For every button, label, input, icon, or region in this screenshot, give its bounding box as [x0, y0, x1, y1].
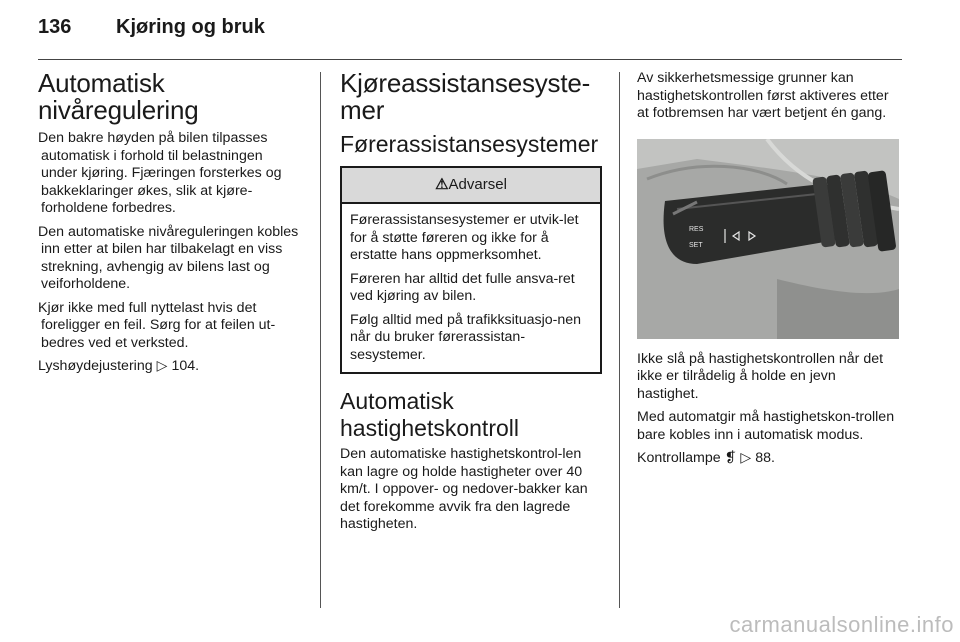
warning-paragraph: Følg alltid med på trafikksituasjo-nen når du bruker førerassistan-sesystemer. — [350, 311, 582, 363]
column-1 — [38, 70, 302, 382]
column-3 — [637, 70, 899, 474]
column-divider-2 — [619, 72, 620, 608]
page-reference-arrow-icon: ▷ — [740, 450, 752, 466]
warning-body — [342, 204, 600, 372]
warning-paragraph: Føreren har alltid det fulle ansva-ret ved kjøring av bilen. — [350, 270, 575, 304]
warning-header — [342, 168, 600, 204]
paragraph: Den bakre høyden på bilen tilpasses automatisk i forhold til belastningen under kjøring. Fjæringen forsterkes og bakkeklaringer økes, slik at kjøre-forholdene forbedres. — [38, 130, 282, 216]
warning-label: Advarsel — [448, 176, 507, 193]
heading-driver-assistance: Kjøreassistansesyste-mer — [340, 68, 591, 125]
paragraph: Den automatiske hastighetskontrol-len kan lagre og holde hastigheter over 40 km/t. I oppover- og nedover-bakker kan det forekomme avvik fra den lagrede hastigheten. — [340, 446, 588, 532]
stalk-bellows — [812, 170, 896, 252]
paragraph: Kjør ikke med full nyttelast hvis det foreligger en feil. Sørg for at feilen ut-bedres ved et verksted. — [38, 299, 276, 351]
section-title: Kjøring og bruk — [116, 16, 265, 38]
column-divider-1 — [320, 72, 321, 608]
warning-box — [340, 166, 602, 374]
paragraph: Den automatiske nivåreguleringen kobles inn etter at bilen har tilbakelagt en viss strekning, avhengig av bilens last og veiforholdene. — [38, 223, 299, 292]
page-reference-link[interactable]: 104. — [171, 358, 200, 374]
res-label: RES — [689, 225, 704, 233]
header-rule — [38, 59, 902, 60]
warning-paragraph: Førerassistansesystemer er utvik-let for å støtte føreren og ikke for å erstatte hans oppmerksomhet. — [350, 212, 579, 263]
watermark: carmanualsonline.info — [729, 612, 954, 637]
reference-paragraph — [637, 450, 899, 468]
page-reference-link[interactable]: 88. — [755, 450, 776, 466]
heading-auto-leveling: Automatisk nivåregulering — [38, 68, 199, 125]
warning-triangle-icon: ⚠ — [435, 176, 449, 193]
subheading-driver-assistance-systems: Førerassistansesystemer — [340, 131, 599, 157]
paragraph: Ikke slå på hastighetskontrollen når det ikke er tilrådelig å holde en jevn hastighet. — [637, 350, 884, 402]
set-label: SET — [689, 241, 703, 249]
reference-text: Kontrollampe — [637, 450, 721, 466]
heading-cruise-control: Automatisk hastighetskontroll — [340, 388, 519, 441]
paragraph: Med automatgir må hastighetskon-trollen bare kobles inn i automatisk modus. — [637, 409, 895, 443]
page-header — [38, 16, 265, 39]
reference-text: Lyshøydejustering — [38, 358, 153, 374]
cruise-control-lamp-icon: ❡ — [724, 450, 737, 466]
page-number: 136 — [38, 16, 72, 38]
page-reference-arrow-icon: ▷ — [156, 358, 168, 374]
reference-paragraph — [38, 358, 302, 376]
cruise-control-stalk-image — [637, 139, 899, 339]
column-2 — [340, 70, 602, 540]
paragraph: Av sikkerhetsmessige grunner kan hastighetskontrollen først aktiveres etter at fotbremsen har vært betjent én gang. — [637, 70, 889, 121]
